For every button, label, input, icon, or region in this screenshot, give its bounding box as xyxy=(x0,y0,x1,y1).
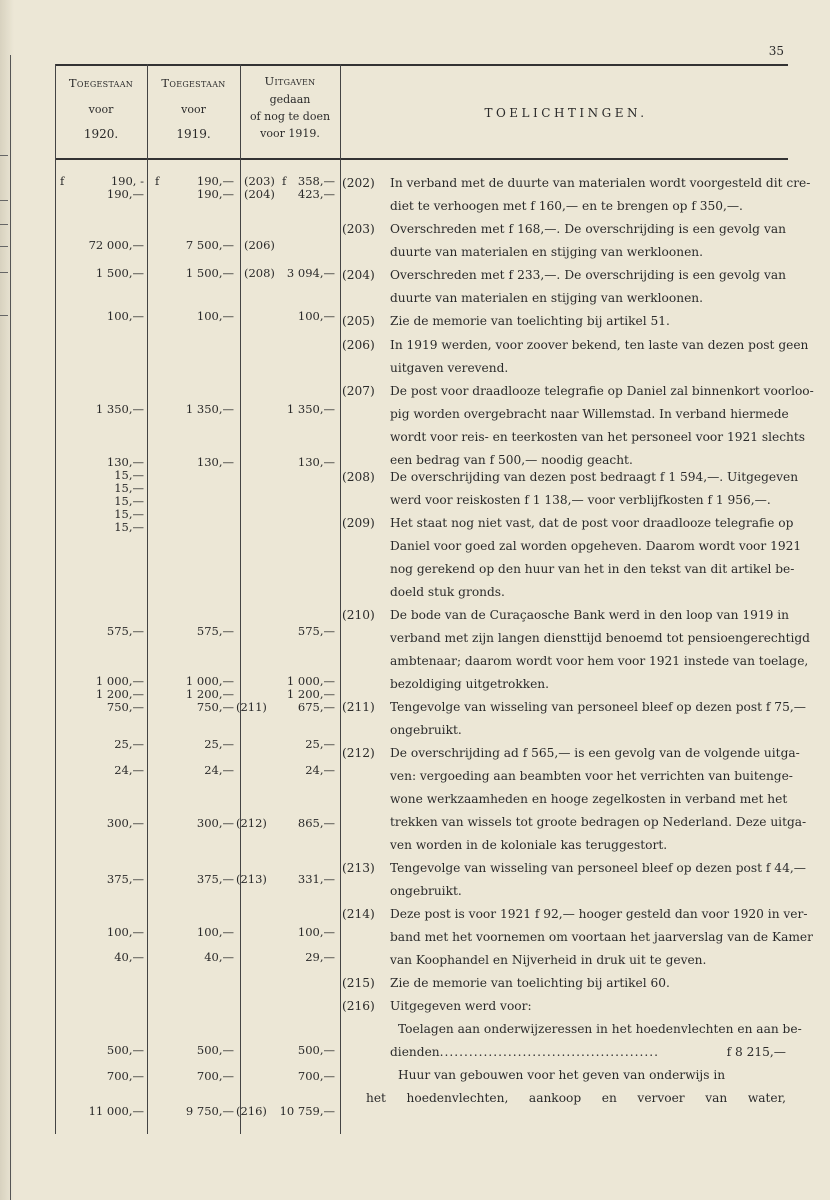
col1-value: 15,— xyxy=(114,507,144,521)
col2-value: 7 500,— xyxy=(185,238,234,252)
note-ref: (214) xyxy=(342,907,375,921)
note-line: Tengevolge van wisseling van personeel bleef op dezen post f 75,— xyxy=(390,700,806,714)
col2-value: 1 200,— xyxy=(185,687,234,701)
note-line: In 1919 werden, voor zoover bekend, ten laste van dezen post geen xyxy=(390,338,809,352)
sub216-line: Toelagen aan onderwijzeressen in het hoedenvlechten en aan be- xyxy=(398,1022,802,1036)
note-line: De overschrijding van dezen post bedraagt f 1 594,—. Uitgegeven xyxy=(390,470,799,484)
note-line: In verband met de duurte van materialen wordt voorgesteld dit cre- xyxy=(390,176,811,190)
col3-ref: (208) xyxy=(244,266,275,280)
col2-header-line1: Toegestaan xyxy=(161,76,226,90)
note-line: ven worden in de koloniale kas teruggestort. xyxy=(390,838,668,852)
col1-value: 100,— xyxy=(106,925,144,939)
col2-value: 190,— xyxy=(196,174,234,188)
col2-value: 700,— xyxy=(196,1069,234,1083)
col1-value: 40,— xyxy=(114,950,144,964)
col2-value: 25,— xyxy=(204,737,234,751)
col1-value: 190, - xyxy=(110,174,144,188)
col2-value: 9 750,— xyxy=(185,1104,234,1118)
col1-value: 1 500,— xyxy=(95,266,144,280)
col1-value: 15,— xyxy=(114,520,144,534)
col1-header-line1: Toegestaan xyxy=(68,76,134,90)
note-line: ongebruikt. xyxy=(390,723,462,737)
note-line: ambtenaar; daarom wordt voor hem voor 1921 instede van toelage, xyxy=(390,654,809,668)
header-rule xyxy=(55,158,788,160)
note-line: De bode van de Curaçaosche Bank werd in den loop van 1919 in xyxy=(390,608,789,622)
note-ref: (213) xyxy=(342,861,375,875)
col2-value: 190,— xyxy=(196,187,234,201)
col3-value: 575,— xyxy=(297,624,335,638)
col1-value: 1 200,— xyxy=(95,687,144,701)
col3-header-line1: Uitgaven xyxy=(264,74,316,88)
sub216-dotted-line xyxy=(390,1045,786,1059)
col1-value: 11 000,— xyxy=(88,1104,144,1118)
col1-value: 1 000,— xyxy=(95,674,144,688)
note-ref: (203) xyxy=(342,222,375,236)
col1-value: 300,— xyxy=(106,816,144,830)
note-line: ven: vergoeding aan beambten voor het verrichten van buitenge- xyxy=(390,769,793,783)
col2-header-line3: 1919. xyxy=(176,127,211,141)
note-ref: (208) xyxy=(342,470,375,484)
florin-sign: f xyxy=(60,174,65,188)
toelichtingen-heading: TOELICHTINGEN. xyxy=(484,106,648,120)
col1-value: 15,— xyxy=(114,494,144,508)
column-rule xyxy=(147,64,148,1134)
note-line: De post voor draadlooze telegrafie op Daniel zal binnenkort voorloo- xyxy=(390,384,814,398)
florin-sign: f xyxy=(282,174,287,188)
col2-value: 575,— xyxy=(196,624,234,638)
column-rule xyxy=(340,64,341,1134)
col1-value: 72 000,— xyxy=(88,238,144,252)
left-margin-rule xyxy=(10,55,11,1200)
margin-stub xyxy=(0,272,8,273)
note-line: nog gerekend op den huur van het in den tekst van dit artikel be- xyxy=(390,562,795,576)
col3-ref: (211) xyxy=(236,700,267,714)
col3-value: 1 000,— xyxy=(286,674,335,688)
col2-value: 24,— xyxy=(204,763,234,777)
col1-value: 1 350,— xyxy=(95,402,144,416)
col3-value: 100,— xyxy=(297,925,335,939)
col3-ref: (216) xyxy=(236,1104,267,1118)
note-line: De overschrijding ad f 565,— is een gevolg van de volgende uitga- xyxy=(390,746,800,760)
col3-value: 29,— xyxy=(305,950,335,964)
col3-value: 3 094,— xyxy=(286,266,335,280)
note-line: uitgaven verevend. xyxy=(390,361,509,375)
note-ref: (205) xyxy=(342,314,375,328)
note-line: Overschreden met f 233,—. De overschrijding is een gevolg van xyxy=(390,268,786,282)
col1-header-line2: voor xyxy=(88,103,114,116)
col3-value: 25,— xyxy=(305,737,335,751)
sub216-line: het hoedenvlechten, aankoop en vervoer van water, xyxy=(366,1091,786,1105)
col2-value: 500,— xyxy=(196,1043,234,1057)
col3-value: 100,— xyxy=(297,309,335,323)
sub216-line: Huur van gebouwen voor het geven van onderwijs in xyxy=(398,1068,726,1082)
col3-ref: (203) xyxy=(244,174,275,188)
col1-value: 15,— xyxy=(114,481,144,495)
col2-value: 300,— xyxy=(196,816,234,830)
col2-value: 1 350,— xyxy=(185,402,234,416)
note-line: ongebruikt. xyxy=(390,884,462,898)
note-line: Zie de memorie van toelichting bij artikel 51. xyxy=(390,314,670,328)
col1-value: 190,— xyxy=(106,187,144,201)
col3-value: 130,— xyxy=(297,455,335,469)
note-line: bezoldiging uitgetrokken. xyxy=(390,677,550,691)
margin-stub xyxy=(0,315,8,316)
col2-value: 40,— xyxy=(204,950,234,964)
col3-value: 500,— xyxy=(297,1043,335,1057)
col3-value: 675,— xyxy=(297,700,335,714)
col3-value: 423,— xyxy=(297,187,335,201)
col1-value: 375,— xyxy=(106,872,144,886)
page-number: 35 xyxy=(768,44,784,58)
page-edge xyxy=(0,0,14,1200)
col1-value: 750,— xyxy=(106,700,144,714)
column-rule xyxy=(240,64,241,1134)
col2-value: 100,— xyxy=(196,309,234,323)
col1-value: 100,— xyxy=(106,309,144,323)
col1-value: 24,— xyxy=(114,763,144,777)
note-line: Uitgegeven werd voor: xyxy=(390,999,532,1013)
note-line: verband met zijn langen diensttijd benoemd tot pensioengerechtigd xyxy=(390,631,810,645)
note-ref: (216) xyxy=(342,999,375,1013)
note-line: trekken van wissels tot groote bedragen op Nederland. Deze uitga- xyxy=(390,815,807,829)
col2-value: 1 000,— xyxy=(185,674,234,688)
col3-ref: (206) xyxy=(244,238,275,252)
col2-value: 130,— xyxy=(196,455,234,469)
florin-sign: f xyxy=(155,174,160,188)
note-ref: (212) xyxy=(342,746,375,760)
note-ref: (204) xyxy=(342,268,375,282)
col3-value: 865,— xyxy=(297,816,335,830)
col2-header-line2: voor xyxy=(181,103,206,116)
note-ref: (206) xyxy=(342,338,375,352)
note-ref: (210) xyxy=(342,608,375,622)
col1-value: 575,— xyxy=(106,624,144,638)
col3-ref: (212) xyxy=(236,816,267,830)
margin-stub xyxy=(0,200,8,201)
note-line: van Koophandel en Nijverheid in druk uit te geven. xyxy=(390,953,707,967)
col3-value: 1 200,— xyxy=(286,687,335,701)
col3-ref: (204) xyxy=(244,187,275,201)
note-line: wordt voor reis- en teerkosten van het personeel voor 1921 slechts xyxy=(390,430,806,444)
col1-value: 700,— xyxy=(106,1069,144,1083)
note-ref: (202) xyxy=(342,176,375,190)
col3-value: 358,— xyxy=(297,174,335,188)
col3-value: 331,— xyxy=(297,872,335,886)
note-ref: (215) xyxy=(342,976,375,990)
note-line: Deze post is voor 1921 f 92,— hooger gesteld dan voor 1920 in ver- xyxy=(390,907,808,921)
col1-value: 500,— xyxy=(106,1043,144,1057)
sub216-label: dienden xyxy=(390,1045,440,1059)
col2-value: 1 500,— xyxy=(185,266,234,280)
column-rule xyxy=(55,64,56,1134)
note-ref: (211) xyxy=(342,700,375,714)
note-line: Daniel voor goed zal worden opgeheven. Daarom wordt voor 1921 xyxy=(390,539,802,553)
note-line: duurte van materialen en stijging van werkloonen. xyxy=(390,291,704,305)
note-ref: (209) xyxy=(342,516,375,530)
note-line: wone werkzaamheden en hooge zegelkosten in verband met het xyxy=(390,792,788,806)
note-line: diet te verhoogen met f 160,— en te brengen op f 350,—. xyxy=(390,199,743,213)
col3-header-line3: of nog te doen xyxy=(249,110,331,123)
col3-value: 24,— xyxy=(305,763,335,777)
col3-value: 10 759,— xyxy=(279,1104,335,1118)
col3-ref: (213) xyxy=(236,872,267,886)
note-line: een bedrag van f 500,— noodig geacht. xyxy=(390,453,633,467)
note-line: doeld stuk gronds. xyxy=(390,585,505,599)
note-line: Tengevolge van wisseling van personeel bleef op dezen post f 44,— xyxy=(390,861,806,875)
note-line: pig worden overgebracht naar Willemstad. In verband hiermede xyxy=(390,407,789,421)
note-line: duurte van materialen en stijging van werkloonen. xyxy=(390,245,704,259)
note-line: werd voor reiskosten f 1 138,— voor verblijfkosten f 1 956,—. xyxy=(390,493,771,507)
note-line: Het staat nog niet vast, dat de post voor draadlooze telegrafie op xyxy=(390,516,794,530)
col2-value: 750,— xyxy=(196,700,234,714)
margin-stub xyxy=(0,224,8,225)
col3-value: 700,— xyxy=(297,1069,335,1083)
leader-dots: ............................................. xyxy=(439,1045,659,1059)
col3-value: 1 350,— xyxy=(286,402,335,416)
note-ref: (207) xyxy=(342,384,375,398)
note-line: band met het voornemen om voortaan het jaarverslag van de Kamer xyxy=(390,930,813,944)
note-line: Zie de memorie van toelichting bij artikel 60. xyxy=(390,976,670,990)
col1-value: 25,— xyxy=(114,737,144,751)
col1-header-line3: 1920. xyxy=(83,127,119,141)
margin-stub xyxy=(0,246,8,247)
note-line: Overschreden met f 168,—. De overschrijding is een gevolg van xyxy=(390,222,786,236)
margin-stub xyxy=(0,155,8,156)
col2-value: 375,— xyxy=(196,872,234,886)
col1-value: 15,— xyxy=(114,468,144,482)
sub216-amount: f 8 215,— xyxy=(726,1045,786,1059)
col2-value: 100,— xyxy=(196,925,234,939)
col3-header-line2: gedaan xyxy=(269,93,311,106)
col1-value: 130,— xyxy=(106,455,144,469)
col3-header-line4: voor 1919. xyxy=(260,127,320,140)
top-rule xyxy=(55,64,788,66)
